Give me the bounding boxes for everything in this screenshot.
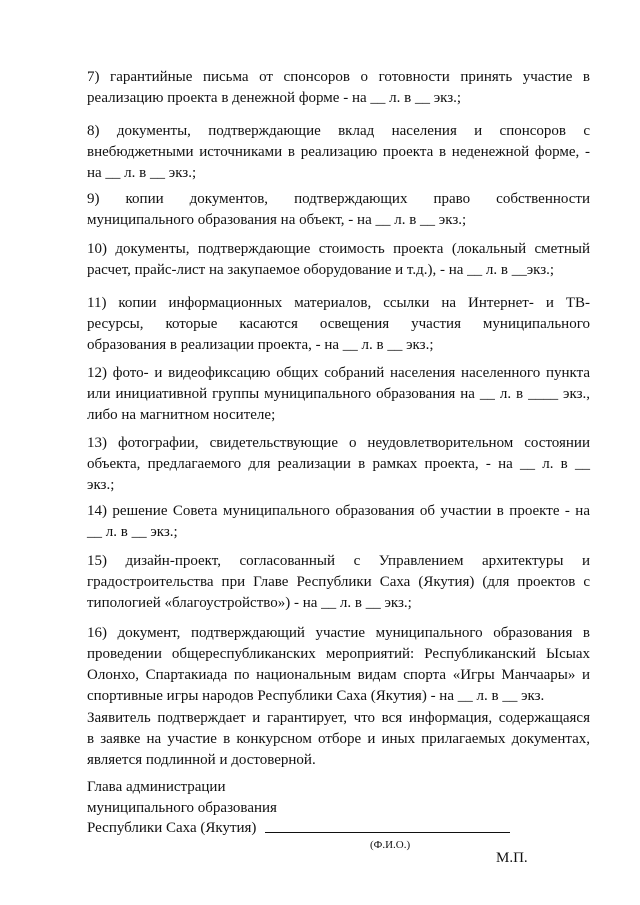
list-item-9	[87, 189, 590, 231]
text-line: проведении общереспубликанских мероприятий: Республиканский Ысыах	[87, 646, 590, 662]
signature-underline	[265, 832, 510, 833]
text-line: 13) фотографии, свидетельствующие о неудовлетворительном состоянии	[87, 435, 590, 451]
text-line: градостроительства при Главе Республики Саха (Якутия) (для проектов с	[87, 574, 590, 590]
text-line: 16) документ, подтверждающий участие муниципального образования в	[87, 625, 590, 641]
text-line: __ л. в __ экз.;	[87, 524, 178, 540]
text-line: или инициативной группы муниципального образования на __ л. в ____ экз.,	[87, 386, 590, 402]
list-item-12	[87, 363, 590, 426]
text-line: 14) решение Совета муниципального образования об участии в проекте - на	[87, 503, 590, 519]
text-line: реализацию проекта в денежной форме - на __ л. в __ экз.;	[87, 90, 462, 106]
signature-title-line-3: Республики Саха (Якутия)	[87, 820, 257, 836]
fio-caption: (Ф.И.О.)	[370, 839, 411, 851]
text-line: 10) документы, подтверждающие стоимость проекта (локальный сметный	[87, 241, 590, 257]
text-line: 15) дизайн-проект, согласованный с Управлением архитектуры и	[87, 553, 590, 569]
text-line: является подлинной и достоверной.	[87, 752, 316, 768]
signature-title-line-2: муниципального образования	[87, 800, 277, 816]
text-line: Олонхо, Спартакиада по национальным видам спорта «Игры Манчаары» и	[87, 667, 590, 683]
list-item-10	[87, 239, 590, 281]
stamp-place-label: М.П.	[496, 850, 528, 866]
list-item-13	[87, 433, 590, 496]
text-line: образования в реализации проекта, - на __ л. в __ экз.;	[87, 337, 434, 353]
text-line: внебюджетными источниками в реализацию проекта в неденежной форме, -	[87, 144, 590, 160]
text-line: либо на магнитном носителе;	[87, 407, 276, 423]
list-item-11	[87, 293, 590, 356]
text-line: 11) копии информационных материалов, ссылки на Интернет- и ТВ-	[87, 295, 590, 311]
text-line: муниципального образования на объект, - на __ л. в __ экз.;	[87, 212, 467, 228]
list-item-14	[87, 501, 590, 543]
list-item-7	[87, 67, 590, 109]
text-line: 7) гарантийные письма от спонсоров о готовности принять участие в	[87, 69, 590, 85]
text-line: объекта, предлагаемого для реализации в рамках проекта, - на __ л. в __	[87, 456, 590, 472]
text-line: в заявке на участие в конкурсном отборе и иных прилагаемых документах,	[87, 731, 590, 747]
text-line: ресурсы, которые касаются освещения участия муниципального	[87, 316, 590, 332]
text-line: спортивные игры народов Республики Саха (Якутия) - на __ л. в __ экз.	[87, 688, 545, 704]
text-line: Заявитель подтверждает и гарантирует, что вся информация, содержащаяся	[87, 710, 590, 726]
declaration-paragraph	[87, 708, 590, 771]
list-item-16	[87, 623, 590, 707]
list-item-15	[87, 551, 590, 614]
text-line: 8) документы, подтверждающие вклад населения и спонсоров с	[87, 123, 590, 139]
text-line: 12) фото- и видеофиксацию общих собраний населения населенного пункта	[87, 365, 590, 381]
text-line: экз.;	[87, 477, 115, 493]
text-line: расчет, прайс-лист на закупаемое оборудование и т.д.), - на __ л. в __экз.;	[87, 262, 555, 278]
signature-title-line-1: Глава администрации	[87, 779, 226, 795]
list-item-8	[87, 121, 590, 184]
text-line: на __ л. в __ экз.;	[87, 165, 197, 181]
text-line: типологией «благоустройство») - на __ л. в __ экз.;	[87, 595, 412, 611]
text-line: 9) копии документов, подтверждающих право собственности	[87, 191, 590, 207]
